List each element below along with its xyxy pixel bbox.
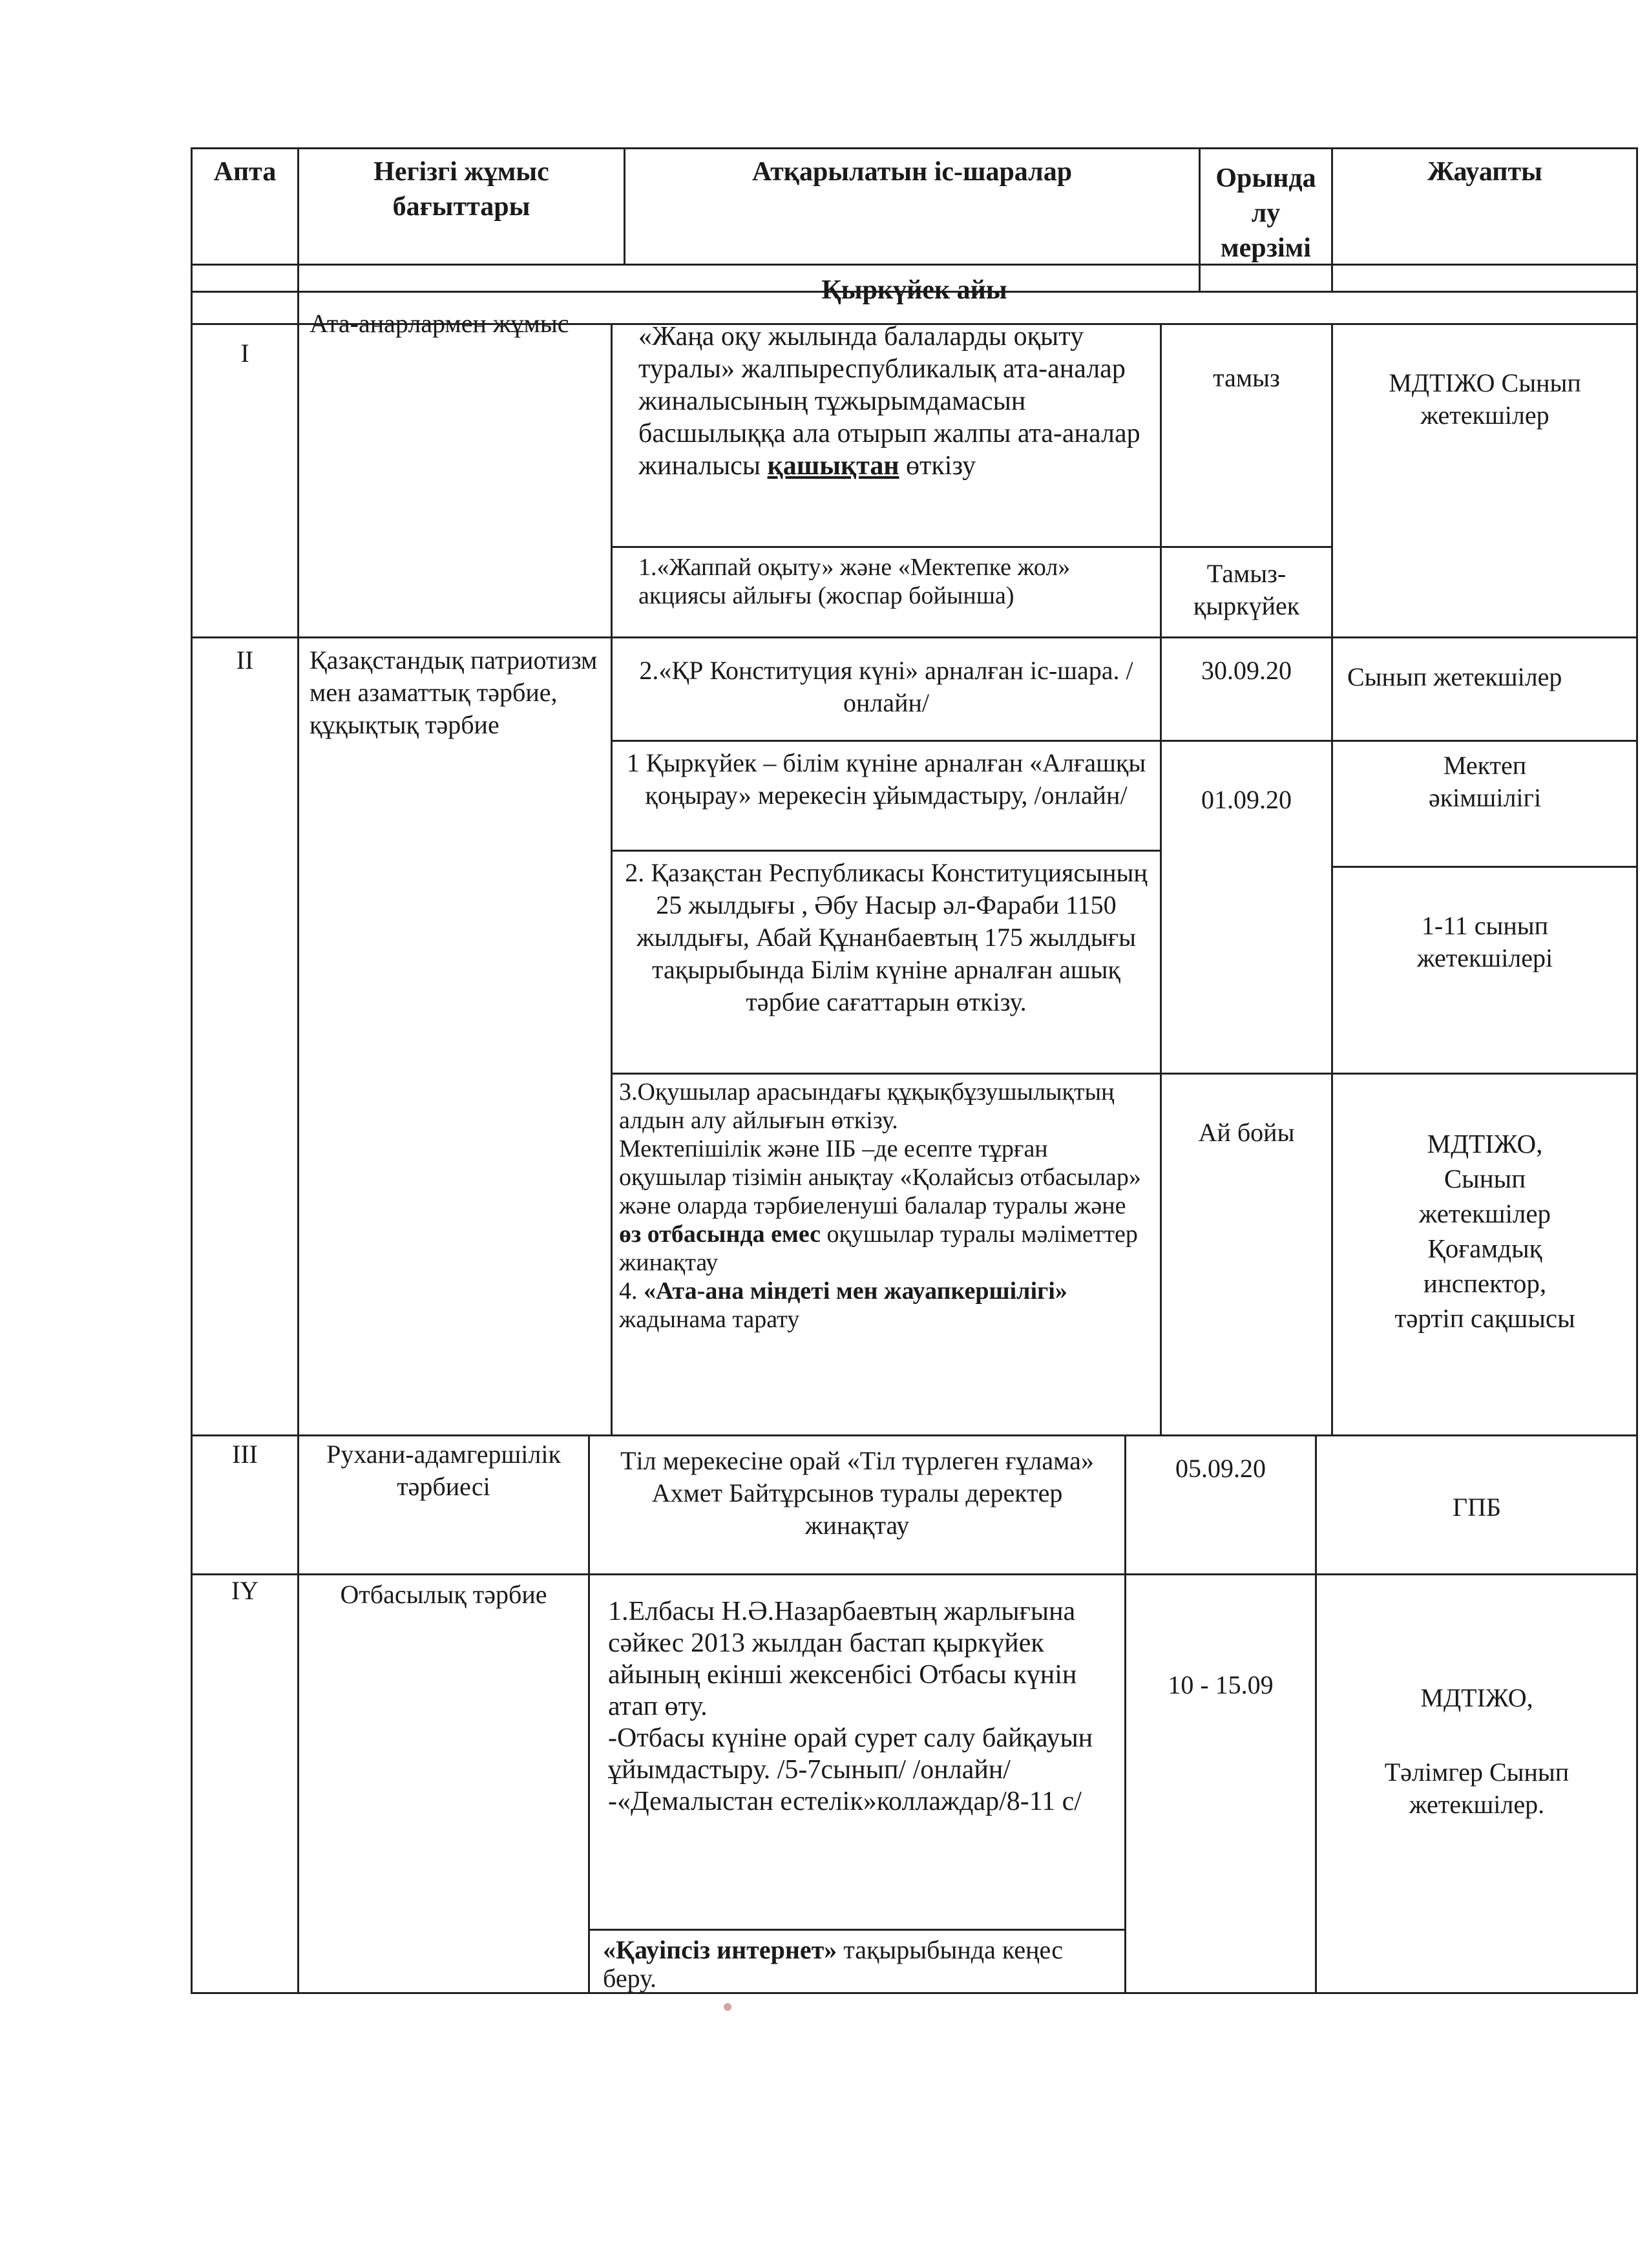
line — [297, 147, 299, 1994]
header-deadline: Орында лу мерзімі — [1215, 163, 1316, 263]
direction-label: Рухани-адамгершілік тәрбиесі — [326, 1440, 561, 1501]
week-label: III — [232, 1440, 258, 1469]
month-title: Қыркүйек айы — [821, 275, 1007, 305]
header-activities: Атқарылатын іс-шаралар — [751, 157, 1073, 187]
responsible-label: Тәлімгер Сынып жетекшілер. — [1384, 1758, 1570, 1819]
activity-date: 05.09.20 — [1175, 1454, 1266, 1483]
activity-date: 01.09.20 — [1201, 785, 1292, 814]
line — [1331, 866, 1638, 868]
activity-text: «Қауіпсіз интернет» тақырыбында кеңес беру. — [603, 1935, 1064, 1993]
activity-text: 1.«Жаппай оқыту» және «Мектепке жол» акциясы айлығы (жоспар бойынша) — [638, 554, 1071, 609]
header-direction: Негізгі жұмыс бағыттары — [373, 157, 549, 222]
header-responsible: Жауапты — [1427, 157, 1542, 187]
activity-text: 1 Қыркүйек – білім күніне арналған «Алғашқы қоңырау» мерекесін ұйымдастыру, /онлайн/ — [626, 748, 1146, 810]
responsible-label: МДТІЖО, — [1420, 1683, 1533, 1712]
scan-mark — [724, 2003, 731, 2011]
direction-label: Қазақстандық патриотизм мен азаматтық тәрбие, құқықтық тәрбие — [310, 646, 598, 739]
activity-text: Тіл мерекесіне орай «Тіл түрлеген ғұлама» Ахмет Байтұрсынов туралы деректер жинақтау — [620, 1446, 1094, 1540]
direction-label: Ата-анарлармен жұмыс — [310, 309, 569, 338]
responsible-label: 1-11 сынып жетекшілері — [1416, 911, 1553, 972]
activity-date: 10 - 15.09 — [1168, 1670, 1274, 1699]
activity-date: Тамыз-қыркүйек — [1193, 559, 1300, 620]
line — [191, 264, 1638, 266]
header-week: Апта — [213, 157, 277, 187]
direction-label: Отбасылық тәрбие — [340, 1580, 547, 1609]
activity-date: тамыз — [1213, 363, 1280, 392]
activity-text: 1.Елбасы Н.Ә.Назарбаевтың жарлығына сәйкес 2013 жылдан бастап қыркүйек айының екінші жексенбісі Отбасы күнін атап өту. -Отбасы күніне орай сурет салу байқауын ұйымдастыру. /5-7сынып/ /онлайн/ -«Демалыстан естелік»коллаждар/8-11 с/ — [608, 1597, 1093, 1816]
activity-text: «Жаңа оқу жылында балаларды оқыту туралы» жалпыреспубликалық ата-аналар жиналысының тұжырымдамасын басшылыққа ала отырып жалпы ата-аналар жиналысы қашықтан өткізу — [638, 322, 1140, 481]
line — [1160, 323, 1162, 1434]
activity-text: 3.Оқушылар арасындағы құқықбұзушылықтың алдын алу айлығын өткізу. Мектепішілік және ІІБ –де есепте тұрған оқушылар тізімін анықтау «Қолайсыз отбасылар» және оларда тәрбиеленуші балалар туралы және өз отбасында емес оқушылар туралы мәліметтер жинақтау 4. «Ата-ана міндеті мен жауапкершілігі» жадынама тарату — [619, 1078, 1141, 1333]
responsible-label: МДТІЖО Сынып жетекшілер — [1389, 368, 1581, 430]
activity-text: 2. Қазақстан Республикасы Конституциясының 25 жылдығы , Әбу Насыр әл-Фараби 1150 жылдығы, Абай Құнанбаевтың 175 жылдығы тақырыбында Білім күніне арналған ашық тәрбие сағаттарын өткізу. — [625, 858, 1148, 1016]
responsible-label: Сынып жетекшілер — [1347, 662, 1562, 691]
activity-date: Ай бойы — [1198, 1118, 1295, 1147]
week-label: I — [240, 339, 249, 368]
activity-text: 2.«ҚР Конституция күні» арналған іс-шара. /онлайн/ — [639, 656, 1133, 717]
week-label: IY — [231, 1576, 259, 1605]
week-label: II — [236, 646, 254, 675]
responsible-label: МДТІЖО, Сынып жетекшілер Қоғамдық инспектор, тәртіп сақшысы — [1394, 1129, 1575, 1333]
activity-date: 30.09.20 — [1201, 656, 1292, 685]
responsible-label: ГПБ — [1453, 1493, 1501, 1522]
responsible-label: Мектеп әкімшілігі — [1428, 751, 1542, 812]
